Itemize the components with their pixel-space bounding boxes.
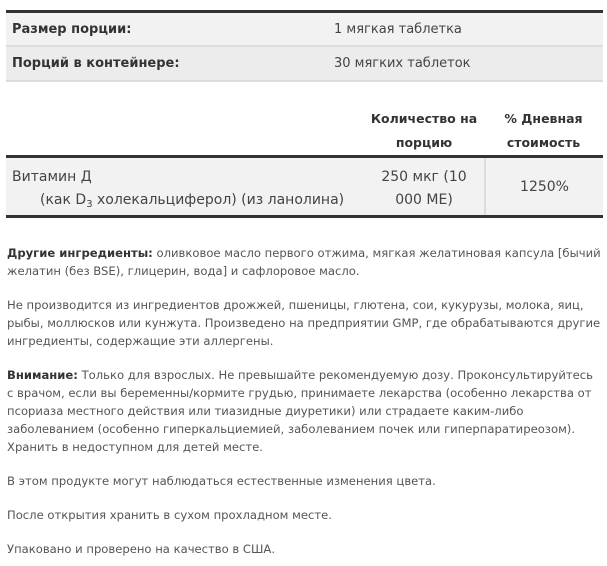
header-amount-cell [364,105,484,155]
allergen-paragraph: Не производится из ингредиентов дрожжей, пшеницы, глютена, сои, кукурузы, молока, яиц, рыбы, моллюсков или кунжута. Произведено на предприятии GMP, где обрабатываются другие ингредиенты, содержащие эти аллергены. [7,298,601,348]
other-ingredients-text: оливковое масло первого отжима, мягкая желатиновая капсула [бычий желатин (без BSE), глицерин, вода] и сафлоровое масло. [7,246,601,278]
color-variation-paragraph: В этом продукте могут наблюдаться естественные изменения цвета. [7,474,436,488]
nutrient-table-header [6,105,603,158]
header-dv-line1: % Дневная [504,111,583,126]
origin-paragraph: Упаковано и проверено на качество в США. [7,542,276,556]
servings-per-container-row [6,47,603,82]
header-dv-line2: стоимость [506,135,581,150]
serving-size-row [6,13,603,47]
other-ingredients-paragraph [7,244,603,280]
servings-per-container-value: 30 мягких таблеток [334,56,471,71]
nutrient-detail-subscript: 3 [86,199,93,210]
warning-paragraph [7,366,603,456]
product-notes [7,244,603,566]
nutrient-table [6,105,603,218]
serving-info-table [6,10,603,82]
serving-size-value: 1 мягкая таблетка [334,21,462,37]
warning-label: Внимание: [7,368,78,382]
nutrient-name: Витамин Д [12,169,92,185]
nutrient-amount-line1: 250 мкг (10 [381,169,467,185]
nutrient-row [6,158,603,218]
nutrient-amount-cell [364,158,484,215]
nutrient-amount-line2: 000 МЕ) [395,192,453,208]
nutrient-detail [12,189,364,212]
nutrient-daily-value-cell [484,158,603,215]
header-amount-line1: Количество на [370,111,478,126]
header-amount-line2: порцию [395,135,453,150]
other-ingredients-label: Другие ингредиенты: [7,246,153,260]
serving-size-label: Размер порции: [12,21,132,37]
nutrient-daily-value: 1250% [520,178,569,195]
header-name-cell [6,105,364,155]
nutrient-detail-suffix: холекальциферол) (из ланолина) [92,192,345,208]
storage-paragraph: После открытия хранить в сухом прохладном месте. [7,508,332,522]
servings-per-container-label: Порций в контейнере: [12,56,180,71]
nutrient-detail-prefix: (как D [40,192,87,208]
nutrient-name-cell [6,158,364,215]
header-daily-value-cell [484,105,603,155]
warning-text: Только для взрослых. Не превышайте рекомендуемую дозу. Проконсультируйтесь с врачом, если вы беременны/кормите грудью, принимаете лекарства (особенно лекарства от псориаза местного действия или тиазидные диуретики) или страдаете каким-либо заболеванием (особенно гиперкальциемией, заболеванием почек или гиперпаратиреозом). Хранить в недоступном для детей месте. [7,368,593,454]
